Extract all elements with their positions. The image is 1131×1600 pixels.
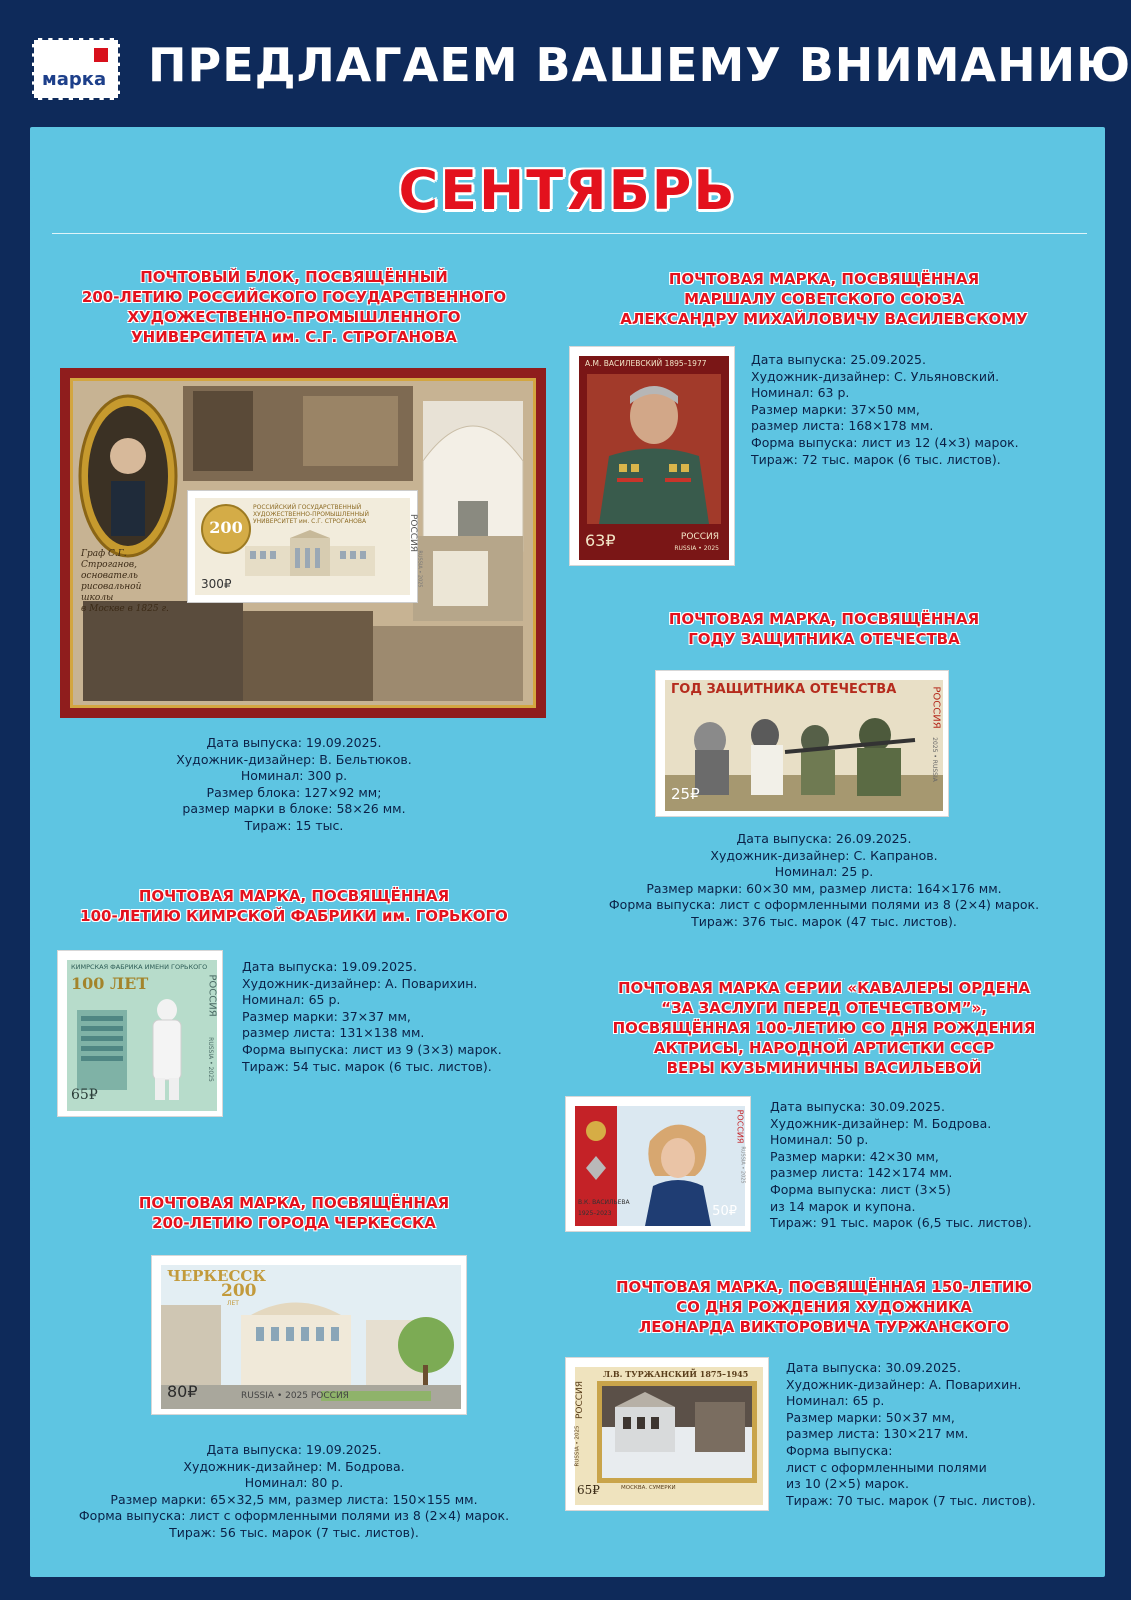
stroganov-stamp: [188, 491, 423, 602]
cherkessk-title: ПОЧТОВАЯ МАРКА, ПОСВЯЩЁННАЯ 200-ЛЕТИЮ ГОРОДА ЧЕРКЕССКА: [138, 1194, 450, 1232]
kimry-stamp-year: RUSSIA • 2025: [207, 1037, 215, 1082]
cherkessk-stamp-big: 200: [221, 1281, 257, 1301]
stroganov-stamp-text: РОССИЙСКИЙ ГОСУДАРСТВЕННЫЙ ХУДОЖЕСТВЕННО-ПРОМЫШЛЕННЫЙ УНИВЕРСИТЕТ им. С.Г. СТРОГАНОВА: [253, 504, 369, 525]
vasilevsky-info: Дата выпуска: 25.09.2025. Художник-дизайнер: С. Ульяновский. Номинал: 63 р. Размер марки: 37×50 мм, размер листа: 168×178 мм. Форма выпуска: лист из 12 (4×3) марок. Тираж: 72 тыс. марок (6 тыс. листов).: [751, 352, 1019, 467]
vasilyeva-stamp-years: 1925–2023: [578, 1210, 612, 1217]
cherkessk-stamp-top: ЧЕРКЕССК: [167, 1267, 267, 1285]
cherkessk-stamp-denom: 80₽: [167, 1382, 198, 1401]
turzhansky-stamp: [566, 1358, 768, 1510]
divider: [52, 233, 1087, 234]
vasilyeva-stamp-name: В.К. ВАСИЛЬЕВА: [578, 1199, 630, 1206]
defender-stamp-top: ГОД ЗАЩИТНИКА ОТЕЧЕСТВА: [671, 682, 897, 697]
vasilevsky-stamp-country: РОССИЯ: [680, 532, 719, 542]
turzhansky-stamp-top: Л.В. ТУРЖАНСКИЙ 1875–1945: [603, 1369, 749, 1379]
university-building: [245, 536, 375, 576]
kimry-stamp: [58, 951, 222, 1116]
turzhansky-title: ПОЧТОВАЯ МАРКА, ПОСВЯЩЁННАЯ 150-ЛЕТИЮ СО ДНЯ РОЖДЕНИЯ ХУДОЖНИКА ЛЕОНАРДА ВИКТОРОВИЧА ТУРЖАНСКОГО: [615, 1278, 1033, 1336]
cherkessk-stamp-big-sub: ЛЕТ: [227, 1300, 239, 1307]
stamp-200-badge: 200: [201, 504, 251, 554]
defender-stamp-country: РОССИЯ: [930, 686, 942, 729]
cherkessk-stamp: [152, 1256, 466, 1414]
defender-title: ПОЧТОВАЯ МАРКА, ПОСВЯЩЁННАЯ ГОДУ ЗАЩИТНИКА ОТЕЧЕСТВА: [668, 610, 980, 648]
stroganov-portrait-caption: Граф С.Г. Строганов, основатель рисовальной школы в Москве в 1825 г.: [81, 549, 169, 614]
vasilevsky-stamp-denom: 63₽: [585, 531, 616, 550]
cherkessk-stamp-bottom: RUSSIA • 2025 РОССИЯ: [241, 1391, 349, 1401]
stroganov-souvenir-sheet: [60, 368, 546, 718]
kimry-title: ПОЧТОВАЯ МАРКА, ПОСВЯЩЁННАЯ 100-ЛЕТИЮ КИМРСКОЙ ФАБРИКИ им. ГОРЬКОГО: [80, 887, 508, 925]
defender-stamp: [656, 671, 948, 816]
kimry-stamp-big: 100 ЛЕТ: [71, 974, 149, 993]
cherkessk-illustration: [161, 1265, 461, 1409]
kimry-info: Дата выпуска: 19.09.2025. Художник-дизайнер: А. Поварихин. Номинал: 65 р. Размер марки: 37×37 мм, размер листа: 131×138 мм. Форма выпуска: лист из 9 (3×3) марок. Тираж: 54 тыс. марок (6 тыс. листов).: [242, 959, 502, 1074]
stamp-country: РОССИЯ: [407, 513, 418, 553]
stamp-denomination: 300₽: [201, 577, 232, 591]
defender-info: Дата выпуска: 26.09.2025. Художник-дизайнер: С. Капранов. Номинал: 25 р. Размер марки: 60×30 мм, размер листа: 164×176 мм. Форма выпуска: лист с оформленными полями из 8 (2×4) марок. Тираж: 376 тыс. марок (47 тыс. листов).: [608, 831, 1040, 929]
stamp-year: RUSSIA • 2025: [416, 550, 423, 588]
defender-stamp-year: 2025 • RUSSIA: [931, 737, 939, 782]
defender-illustration: [665, 680, 943, 811]
stroganov-title: ПОЧТОВЫЙ БЛОК, ПОСВЯЩЁННЫЙ 200-ЛЕТИЮ РОССИЙСКОГО ГОСУДАРСТВЕННОГО ХУДОЖЕСТВЕННО-ПРОМЫШЛЕННОГО УНИВЕРСИТЕТА им. С.Г. СТРОГАНОВА: [81, 268, 507, 346]
vasilyeva-stamp: [566, 1097, 750, 1231]
logo-text: марка: [42, 69, 107, 90]
vasilyeva-stamp-country: РОССИЯ: [735, 1109, 745, 1144]
turzhansky-stamp-year: RUSSIA • 2025: [574, 1425, 581, 1467]
stroganov-info: Дата выпуска: 19.09.2025. Художник-дизайнер: В. Бельтюков. Номинал: 300 р. Размер блока: 127×92 мм; размер марки в блоке: 58×26 мм. Тираж: 15 тыс.: [176, 735, 412, 833]
vasilyeva-title: ПОЧТОВАЯ МАРКА СЕРИИ «КАВАЛЕРЫ ОРДЕНА “ЗА ЗАСЛУГИ ПЕРЕД ОТЕЧЕСТВОМ”», ПОСВЯЩЁННАЯ 100-ЛЕТИЮ СО ДНЯ РОЖДЕНИЯ АКТРИСЫ, НАРОДНОЙ АРТИСТКИ СССР ВЕРЫ КУЗЬМИНИЧНЫ ВАСИЛЬЕВОЙ: [612, 979, 1036, 1077]
turzhansky-info: Дата выпуска: 30.09.2025. Художник-дизайнер: А. Поварихин. Номинал: 65 р. Размер марки: 50×37 мм, размер листа: 130×217 мм. Форма выпуска: лист с оформленными полями из 10 (2×5) марок. Тираж: 70 тыс. марок (7 тыс. листов).: [786, 1360, 1036, 1508]
vasilevsky-stamp-top: А.М. ВАСИЛЕВСКИЙ 1895–1977: [585, 359, 707, 368]
turzhansky-stamp-caption: МОСКВА. СУМЕРКИ: [621, 1485, 676, 1491]
content-panel: [30, 127, 1105, 1577]
cherkessk-info: Дата выпуска: 19.09.2025. Художник-дизайнер: М. Бодрова. Номинал: 80 р. Размер марки: 65×32,5 мм, размер листа: 150×155 мм. Форма выпуска: лист с оформленными полями из 8 (2×4) марок. Тираж: 56 тыс. марок (7 тыс. листов).: [78, 1442, 510, 1540]
kimry-stamp-top: КИМРСКАЯ ФАБРИКА ИМЕНИ ГОРЬКОГО: [71, 963, 208, 971]
vasilyeva-stamp-year: RUSSIA • 2025: [739, 1146, 746, 1184]
month-heading: СЕНТЯБРЬ: [398, 159, 737, 222]
kimry-stamp-country: РОССИЯ: [206, 974, 218, 1017]
vasilevsky-portrait: [579, 356, 729, 560]
vasilevsky-stamp: [570, 347, 734, 565]
page-title: ПРЕДЛАГАЕМ ВАШЕМУ ВНИМАНИЮ: [148, 38, 1131, 92]
defender-stamp-denom: 25₽: [671, 785, 700, 803]
vasilevsky-stamp-year: RUSSIA • 2025: [674, 545, 719, 552]
vasilevsky-title: ПОЧТОВАЯ МАРКА, ПОСВЯЩЁННАЯ МАРШАЛУ СОВЕТСКОГО СОЮЗА АЛЕКСАНДРУ МИХАЙЛОВИЧУ ВАСИЛЕВСКОМУ: [620, 270, 1028, 328]
marka-logo: [32, 38, 120, 100]
turzhansky-stamp-country: РОССИЯ: [575, 1380, 586, 1420]
vasilyeva-stamp-denom: 50₽: [712, 1204, 737, 1219]
logo-red-square: [94, 48, 108, 62]
kimry-stamp-denom: 65₽: [71, 1087, 98, 1103]
turzhansky-stamp-denom: 65₽: [577, 1483, 600, 1497]
vasilyeva-info: Дата выпуска: 30.09.2025. Художник-дизайнер: М. Бодрова. Номинал: 50 р. Размер марки: 42×30 мм, размер листа: 142×174 мм. Форма выпуска: лист (3×5) из 14 марок и купона. Тираж: 91 тыс. марок (6,5 тыс. листов).: [770, 1099, 1032, 1231]
